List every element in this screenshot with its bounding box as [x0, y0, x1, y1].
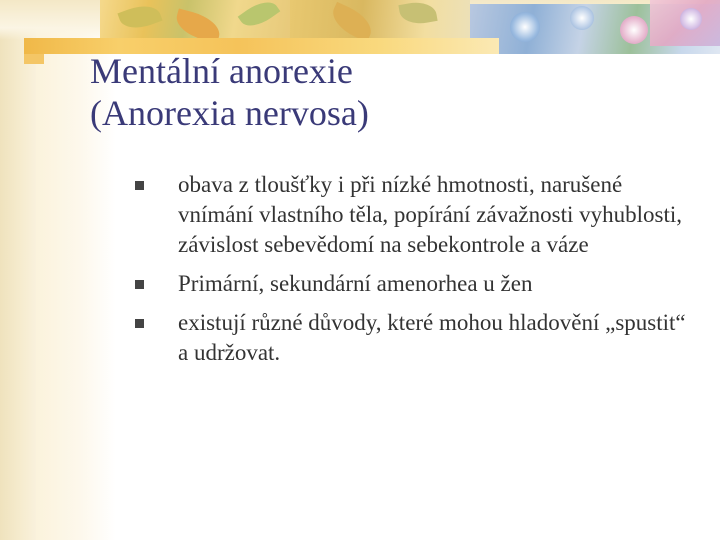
left-decorative-band [0, 0, 36, 540]
slide-title-line-1: Mentální anorexie [90, 51, 353, 91]
flower-icon [510, 12, 540, 42]
bullet-text: obava z tloušťky i při nízké hmotnosti, narušené vnímání vlastního těla, popírání závažnosti vyhublosti, závislost sebevědomí na sebekontrole a váze [178, 172, 682, 257]
slide-title-line-2: (Anorexia nervosa) [90, 93, 369, 133]
flower-icon [620, 16, 648, 44]
bullet-item [135, 269, 695, 299]
flower-icon [680, 8, 702, 30]
bullet-text: existují různé důvody, které mohou hladovění „spustit“ a udržovat. [178, 310, 686, 365]
bullet-text: Primární, sekundární amenorhea u žen [178, 271, 533, 296]
bullet-item [135, 170, 695, 260]
flower-icon [570, 6, 594, 30]
slide-title [90, 50, 690, 134]
accent-bar-tab [24, 54, 44, 64]
square-bullet-icon [135, 319, 144, 328]
bullet-list [135, 170, 695, 368]
floral-banner-middle [290, 0, 470, 42]
bullet-item [135, 308, 695, 368]
square-bullet-icon [135, 181, 144, 190]
square-bullet-icon [135, 280, 144, 289]
